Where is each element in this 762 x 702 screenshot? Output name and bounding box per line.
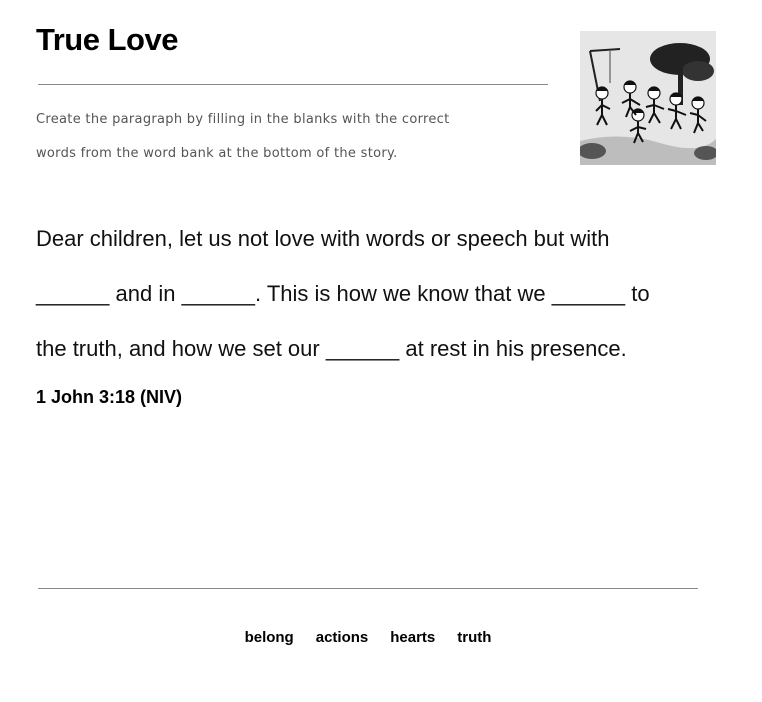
word-bank-item-truth[interactable]: truth <box>457 629 492 646</box>
illustration-drawing <box>580 31 716 165</box>
scripture-reference: 1 John 3:18 (NIV) <box>36 387 183 407</box>
word-bank-item-belong[interactable]: belong <box>244 629 294 646</box>
paragraph-line-1: Dear children, let us not love with words or speech but with <box>36 226 610 251</box>
paragraph-line-2: ______ and in ______. This is how we know that we ______ to <box>36 281 650 306</box>
word-bank-divider <box>38 588 698 589</box>
fill-in-paragraph <box>36 211 736 376</box>
word-bank <box>0 629 736 646</box>
paragraph-line-3: the truth, and how we set our ______ at rest in his presence. <box>36 336 627 361</box>
word-bank-item-actions[interactable]: actions <box>315 629 369 646</box>
worksheet-title: True Love <box>36 22 178 57</box>
instructions <box>36 103 536 171</box>
title-divider <box>38 84 548 85</box>
children-playing-illustration <box>580 31 716 165</box>
instructions-line-1: Create the paragraph by filling in the blanks with the correct <box>36 112 450 127</box>
word-bank-item-hearts[interactable]: hearts <box>390 629 436 646</box>
instructions-line-2: words from the word bank at the bottom of the story. <box>36 146 398 161</box>
